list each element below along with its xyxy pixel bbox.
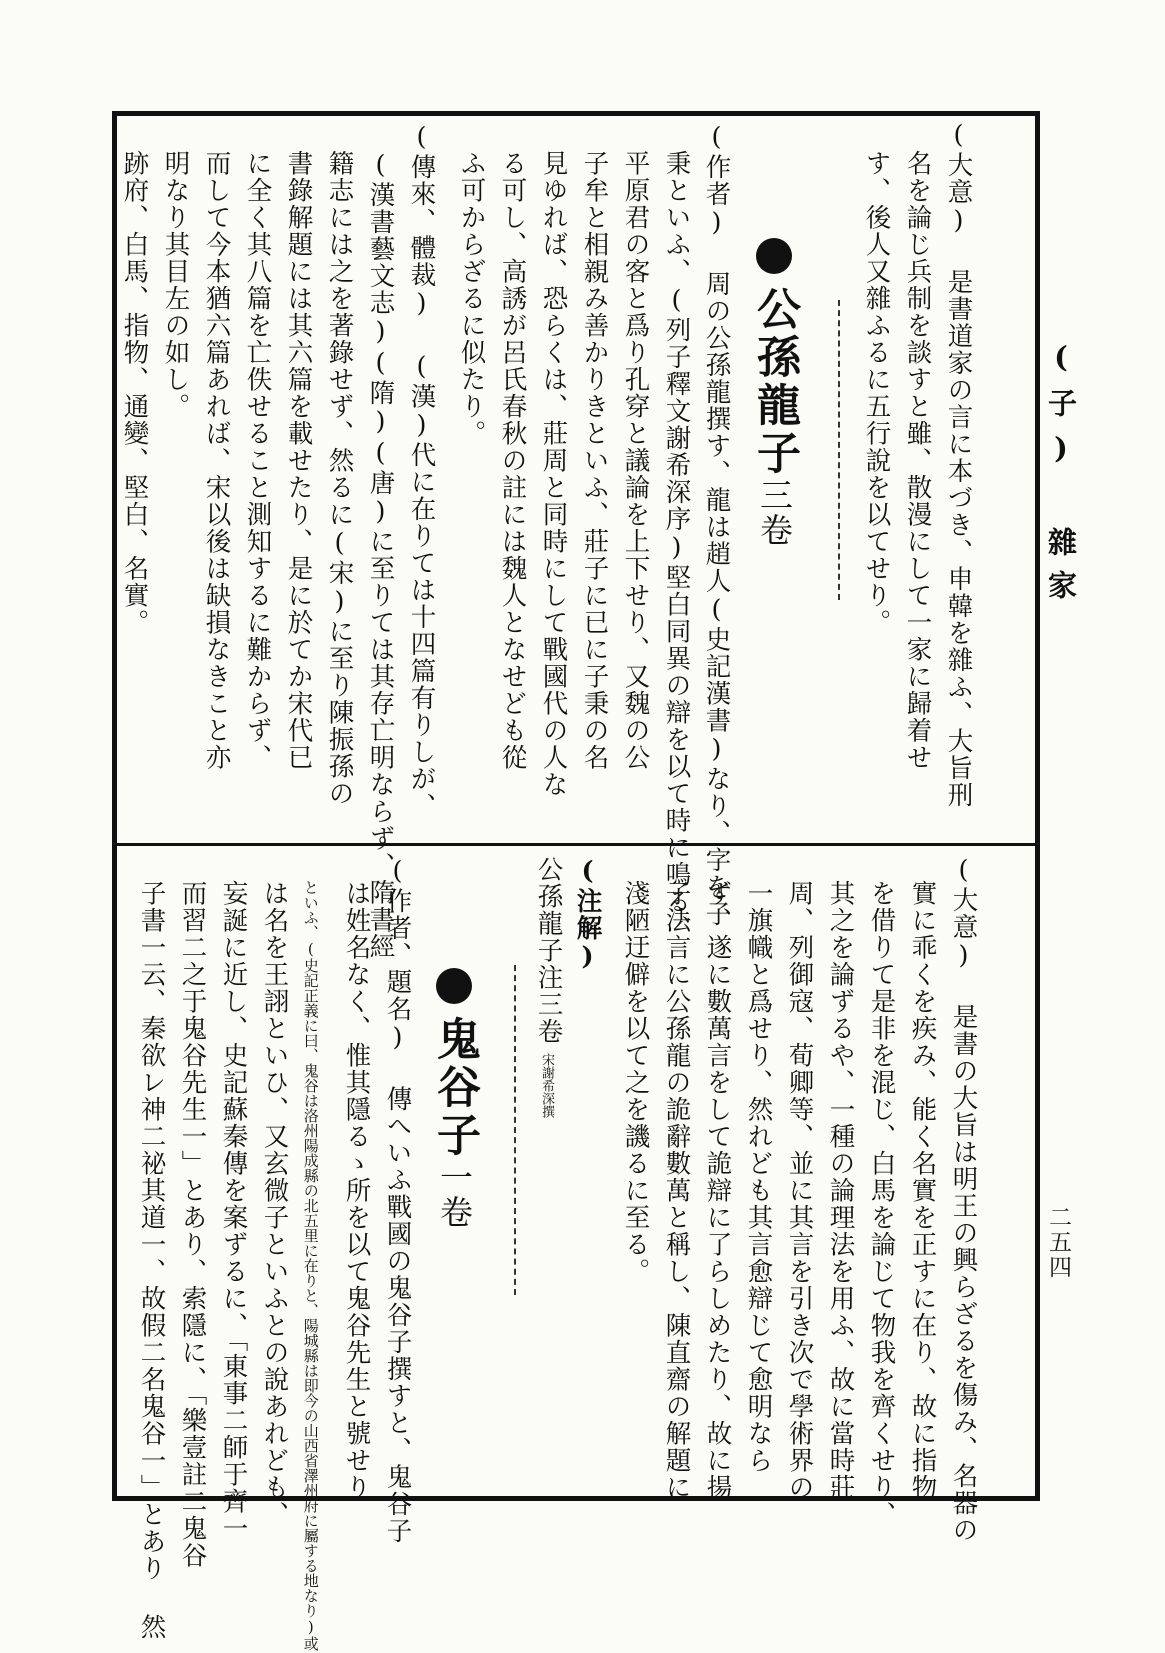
text-column: 跡府、白馬、指物、通變、堅白、名實。 — [119, 150, 150, 636]
commentary-title: 公孫龍子注三卷 — [533, 856, 564, 1045]
bullet-icon — [756, 238, 792, 274]
text-column: (大意) 是書道家の言に本づき、申韓を雜ふ、大旨刑 — [943, 120, 974, 809]
page-number: 二五四 — [1045, 1205, 1071, 1280]
text-column: 明なり其目左の如し。 — [160, 150, 191, 420]
text-column: 子書一云、秦欲レ神二祕其道一、故假二名鬼谷一」とあり 然 — [136, 880, 167, 1641]
text-column: 其之を論ずるや、一種の論理法を用ふ、故に當時莊 — [825, 880, 856, 1501]
volume-count: 一卷 — [435, 1160, 474, 1230]
entry-title — [749, 128, 840, 548]
text-column: 而して今本猶六篇あれば、宋以後は缺損なきこと亦 — [201, 150, 232, 771]
text-column: 秉といふ、(列子釋文謝希深序)堅白同異の辯を以て時に鳴る、 — [661, 150, 692, 942]
text-column: 子法言に公孫龍の詭辭數萬と稱し、陳直齋の解題に — [661, 880, 692, 1501]
running-header: (子) 雜家 — [1044, 340, 1078, 613]
text-column: を借りて是非を混じ、白馬を論じて物我を齊くせり、 — [866, 880, 897, 1528]
entry-title — [429, 858, 520, 1230]
text-column: 淺陋迂僻を以て之を譏るに至る。 — [620, 880, 651, 1285]
text-column: といふ、(史記正義に曰、鬼谷は洛州陽成縣の北五里に在りと、陽城縣は即今の山西省澤州府に屬する地なり)或 — [301, 880, 320, 1651]
title-text: 鬼谷子 — [429, 1016, 480, 1160]
volume-count: 三卷 — [755, 478, 794, 548]
text-column: (作者) 周の公孫龍撰す、龍は趙人(史記漢書)なり、字を子 — [701, 122, 732, 928]
text-column: 書錄解題には其六篇を載せたり、是に於てか宋代已 — [283, 150, 314, 771]
title-text: 公孫龍子 — [749, 286, 800, 478]
text-column: 平原君の客と爲り孔穿と議論を上下せり、又魏の公 — [620, 150, 651, 771]
text-column: 一旗幟と爲せり、然れども其言愈辯じて愈明なら — [743, 880, 774, 1474]
section-divider — [112, 843, 1040, 846]
text-column: (作者、題名) 傳へいふ戰國の鬼谷子撰すと、鬼谷子 — [382, 856, 413, 1545]
text-column: る可し、高誘が呂氏春秋の註には魏人となせども從 — [497, 150, 528, 771]
text-column: ず、遂に數萬言をして詭辯に了らしめたり、故に揚 — [702, 880, 733, 1501]
text-column: 妄誕に近し、史記蘇秦傳を案ずるに、「東事二師于齊一 — [218, 880, 249, 1543]
text-column: (傳來、體裁) (漢)代に在りては十四篇有りしが、 — [406, 122, 437, 820]
text-column: 名を論じ兵制を談すと雖、散漫にして一家に歸着せ — [902, 150, 933, 771]
text-column: 子牟と相親み善かりきといふ、莊子に已に子秉の名 — [579, 150, 610, 771]
text-column: (漢書藝文志)(隋)(唐)に至りては其存亡明ならず、隋書經 — [365, 150, 396, 960]
bullet-icon — [436, 968, 472, 1004]
text-column: 周、列御寇、荀卿等、並に其言を引き次で學術界の — [784, 880, 815, 1501]
text-column: は姓名なく、惟其隱るゝ所を以て鬼谷先生と號せり — [341, 880, 372, 1501]
text-column: に全く其八篇を亡佚せること測知するに難からず、 — [242, 150, 273, 771]
text-column: (大意) 是書の大旨は明王の興らざるを傷み、名器の — [948, 855, 979, 1544]
text-column: 見ゆれば、恐らくは、莊周と同時にして戰國代の人な — [538, 150, 569, 798]
commentary-note: 宋謝希深撰 — [539, 1053, 554, 1118]
text-column: 實に乖くを疾み、能く名實を正すに在り、故に指物 — [907, 880, 938, 1501]
text-column: す、後人又雜ふるに五行說を以てせり。 — [861, 150, 892, 636]
text-column: 而習二之于鬼谷先生一」とあり、索隱に、「樂壹註二鬼谷 — [177, 880, 208, 1570]
text-column: 籍志には之を著錄せず、然るに(宋)に至り陳振孫の — [324, 150, 355, 807]
commentary-label: (注解) — [572, 856, 603, 973]
text-column: は名を王詡といひ、又玄微子といふとの說あれども、 — [259, 880, 290, 1528]
text-column: ふ可からざるに似たり。 — [456, 150, 487, 447]
